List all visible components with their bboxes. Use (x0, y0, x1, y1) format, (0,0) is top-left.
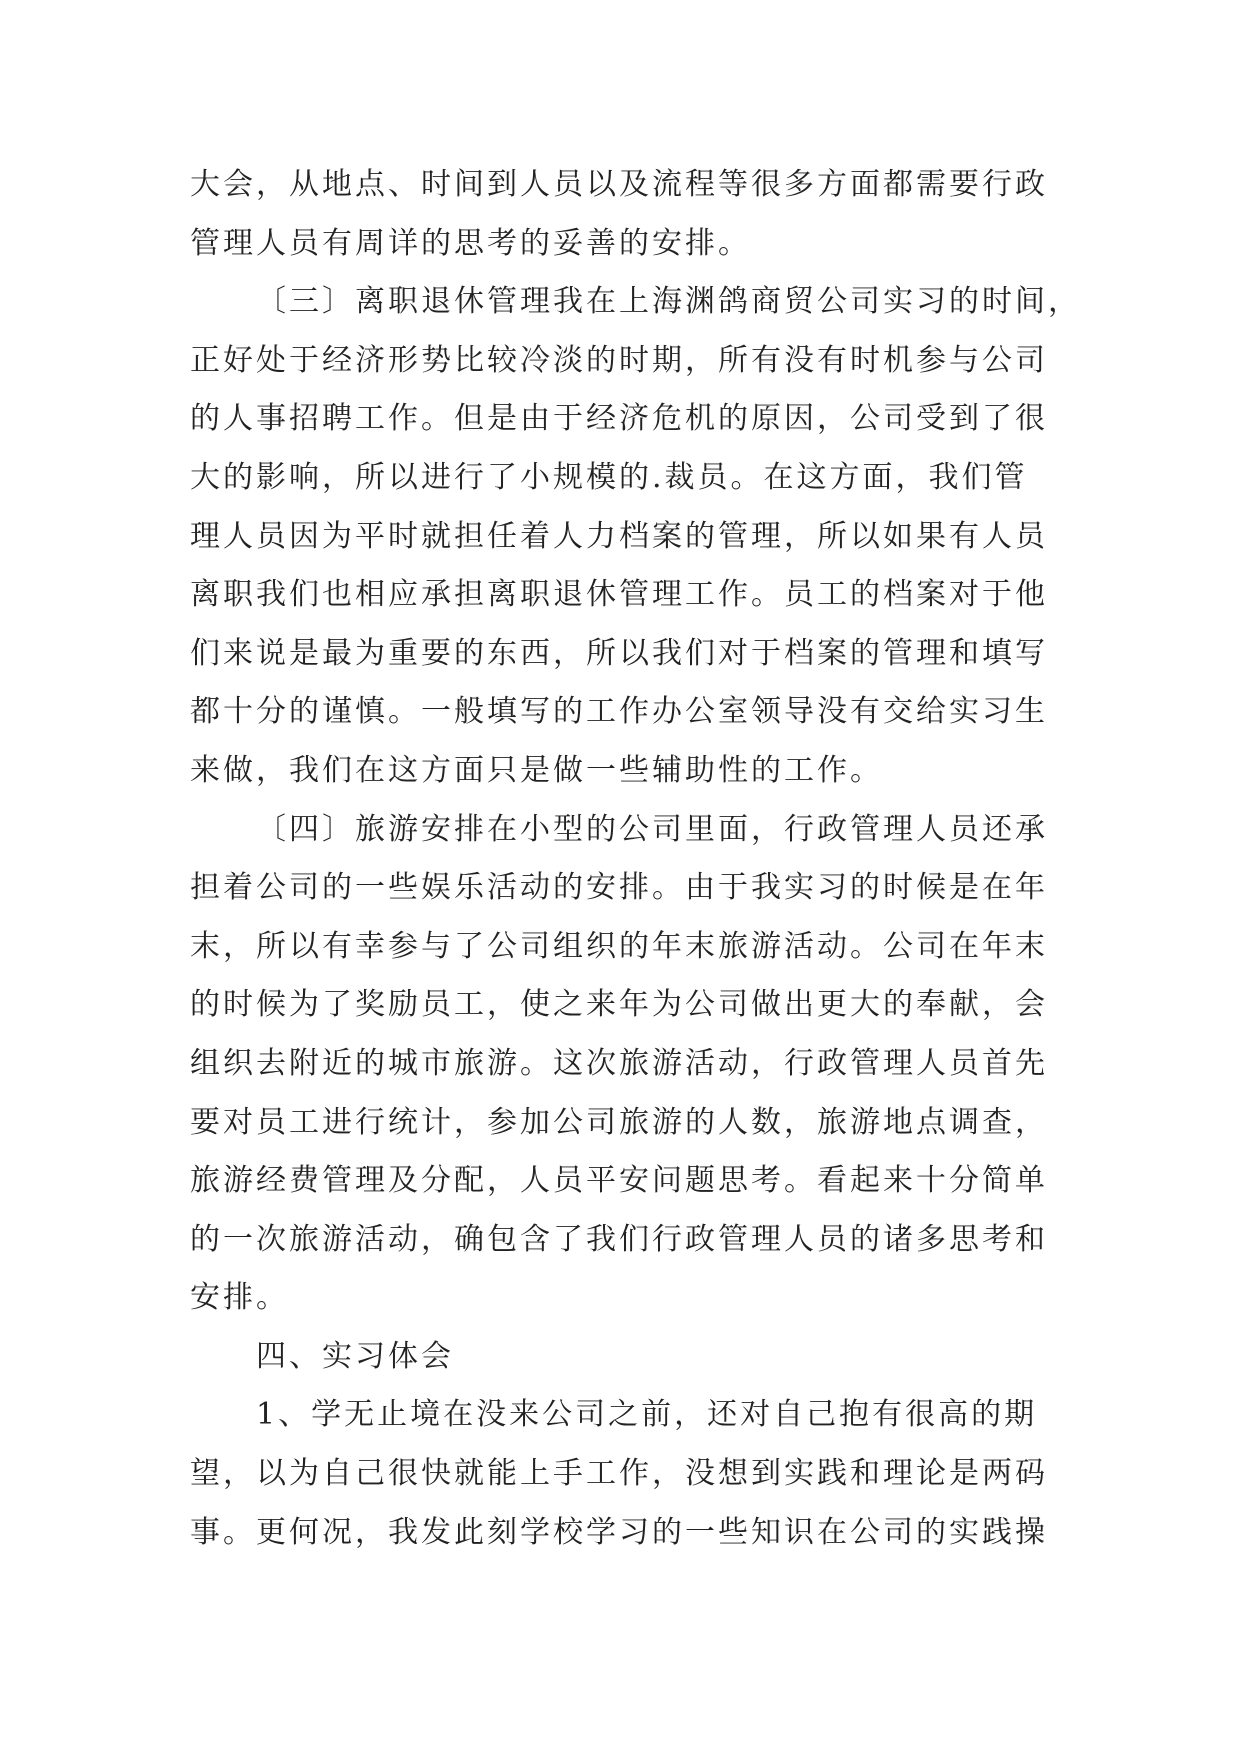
text-line: 理人员因为平时就担任着人力档案的管理，所以如果有人员 (190, 518, 1048, 554)
text-line: 的时候为了奖励员工，使之来年为公司做出更大的奉献，会 (190, 987, 1048, 1023)
text-line: 离职我们也相应承担离职退休管理工作。员工的档案对于他 (190, 577, 1048, 613)
text-line: 的一次旅游活动，确包含了我们行政管理人员的诸多思考和 (190, 1221, 1048, 1257)
text-line: 要对员工进行统计，参加公司旅游的人数，旅游地点调查， (190, 1104, 1048, 1140)
section-heading-line: 1、学无止境在没来公司之前，还对自己抱有很高的期 (256, 1397, 1038, 1433)
text-line: 大会，从地点、时间到人员以及流程等很多方面都需要行政 (190, 167, 1048, 202)
text-line: 末，所以有幸参与了公司组织的年末旅游活动。公司在年末 (190, 928, 1048, 964)
text-line: 的人事招聘工作。但是由于经济危机的原因，公司受到了很 (190, 401, 1048, 437)
text-line: 来做，我们在这方面只是做一些辅助性的工作。 (190, 752, 883, 788)
text-line: 安排。 (190, 1280, 289, 1316)
section-heading-line: 〔三〕离职退休管理我在上海渊鸽商贸公司实习的时间， (256, 284, 1081, 320)
text-line: 旅游经费管理及分配，人员平安问题思考。看起来十分简单 (190, 1163, 1048, 1199)
text-line: 管理人员有周详的思考的妥善的安排。 (190, 225, 751, 261)
section-heading-line: 〔四〕旅游安排在小型的公司里面，行政管理人员还承 (256, 811, 1048, 847)
text-line: 正好处于经济形势比较冷淡的时期，所有没有时机参与公司 (190, 342, 1048, 378)
text-line: 们来说是最为重要的东西，所以我们对于档案的管理和填写 (190, 635, 1048, 671)
text-line: 事。更何况，我发此刻学校学习的一些知识在公司的实践操 (190, 1514, 1048, 1550)
text-line: 大的影响，所以进行了小规模的.裁员。在这方面，我们管 (190, 459, 1028, 495)
text-line: 都十分的谨慎。一般填写的工作办公室领导没有交给实习生 (190, 694, 1048, 730)
text-line: 望，以为自己很快就能上手工作，没想到实践和理论是两码 (190, 1456, 1048, 1492)
chapter-heading: 四、实习体会 (256, 1338, 454, 1374)
text-line: 组织去附近的城市旅游。这次旅游活动，行政管理人员首先 (190, 1045, 1048, 1081)
text-line: 担着公司的一些娱乐活动的安排。由于我实习的时候是在年 (190, 870, 1048, 906)
body-text (0, 156, 1241, 1562)
